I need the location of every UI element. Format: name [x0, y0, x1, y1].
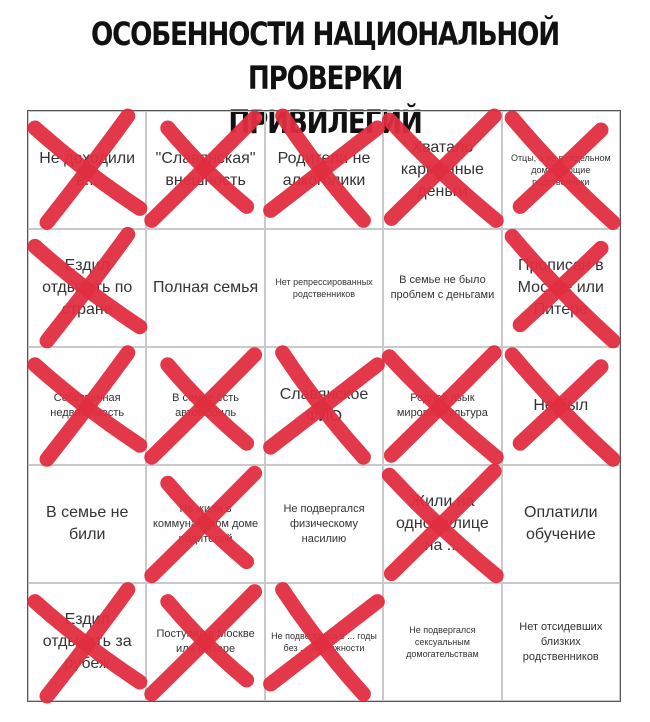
bingo-cell	[383, 347, 501, 465]
bingo-cell	[383, 465, 501, 583]
title-line-2: ПРИВИЛЕГИЙ	[228, 103, 422, 141]
bingo-cell	[502, 583, 620, 701]
bingo-cell	[28, 347, 146, 465]
bingo-cell	[28, 111, 146, 229]
bingo-cell	[383, 111, 501, 229]
title-line-1: ОСОБЕННОСТИ НАЦИОНАЛЬНОЙ ПРОВЕРКИ	[91, 15, 559, 97]
bingo-cell-text: Не подвергался сексуальным домогательствам	[406, 625, 479, 659]
bingo-cell-text: Поступил в Москве или Питере	[156, 628, 255, 655]
bingo-cell-text: Нет отсидевших близких родственников	[519, 620, 603, 663]
bingo-cell	[146, 347, 264, 465]
bingo-cell	[146, 465, 264, 583]
bingo-cell-text: Прописан в Москве или Питере	[517, 257, 604, 318]
bingo-cell-text: Собственная недвижимость	[50, 392, 125, 419]
bingo-cell	[265, 347, 383, 465]
bingo-cell-text: Хватало карманные деньги	[400, 139, 484, 200]
bingo-cell	[28, 465, 146, 583]
bingo-cell-text: Не подвергался физическому насилию	[283, 502, 365, 545]
bingo-cell-text: Полная семья	[153, 279, 259, 296]
bingo-cell	[502, 465, 620, 583]
bingo-cell	[265, 465, 383, 583]
bingo-cell-text: Отцы, а не в отдельном доме и общие родственники	[510, 153, 611, 187]
bingo-grid	[27, 110, 621, 702]
bingo-cell	[502, 347, 620, 465]
bingo-cell	[28, 229, 146, 347]
bingo-cell-text: Ездил отдыхать по стране	[42, 257, 133, 318]
bingo-cell-text: Родители не алкоголики	[277, 150, 371, 189]
bingo-cell-text: В семье есть автомобиль	[172, 392, 240, 419]
bingo-cell-text: "Славянская" внешность	[155, 150, 256, 189]
bingo-cell-text: Славянское ФИО	[279, 386, 369, 425]
bingo-cell-text: Жили на одной улице на ...	[395, 493, 489, 554]
bingo-cell	[146, 583, 264, 701]
bingo-cell-text: В семье не было проблем с деньгами	[390, 274, 495, 301]
bingo-cell	[383, 583, 501, 701]
bingo-cell	[502, 229, 620, 347]
bingo-cell-text: Нет репрессированных родственников	[275, 277, 373, 299]
bingo-cell-text: Родной язык мировая культура	[396, 392, 488, 419]
bingo-cell	[265, 111, 383, 229]
bingo-cell-text: Не жили в коммунальном доме родителей	[153, 502, 259, 545]
bingo-cell-text: Оплатили обучение	[524, 504, 598, 543]
bingo-cell-text: Не доходили в...	[39, 150, 136, 189]
bingo-cell-text: Не был	[533, 397, 589, 414]
bingo-cell-text: В семье не били	[45, 504, 129, 543]
bingo-cell	[146, 111, 264, 229]
bingo-cell	[146, 229, 264, 347]
bingo-cell	[502, 111, 620, 229]
bingo-cell	[28, 583, 146, 701]
bingo-cell	[265, 583, 383, 701]
bingo-cell	[383, 229, 501, 347]
bingo-cell-text: Не подвергался в ... годы без ... возможности	[271, 631, 377, 653]
bingo-cell	[265, 229, 383, 347]
bingo-cell-text: Ездил отдыхать за рубеж	[42, 611, 132, 672]
